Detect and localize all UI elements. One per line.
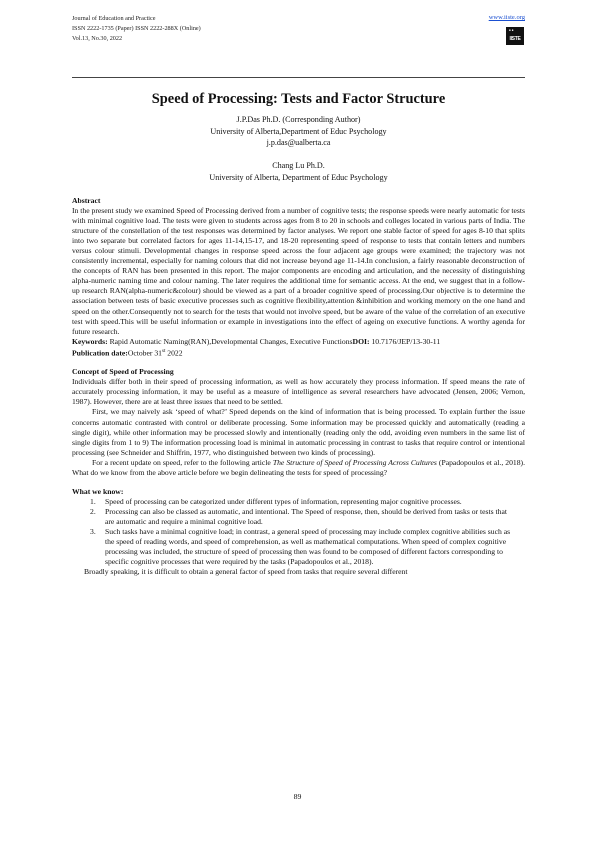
header-divider xyxy=(72,77,525,78)
doi-label: DOI: xyxy=(352,336,370,346)
section-paragraph-2: First, we may naively ask ‘speed of what?’ Speed depends on the kind of information that is being processed. To explain further the issue concerns automatic contrasted with control or deliberate processing. Some information may be processed quickly and automatically (reading a single digit), while other information may be processed slowly and intentionally (reading only the odd, avoiding even numbers in the same list of single digits from 1 to 9) The information processing load is minimal in automatic processing in contrast to tasks that require control or intentional processing (see Schneider and Shiffrin, 1977, who distinguished between two kinds of processing). xyxy=(72,407,525,457)
journal-name: Journal of Education and Practice xyxy=(72,15,156,22)
author-1-name: J.P.Das Ph.D. (Corresponding Author) xyxy=(236,115,361,124)
what-we-know-heading: What we know: xyxy=(72,486,124,496)
journal-issn: ISSN 2222-1735 (Paper) ISSN 2222-288X (Online) xyxy=(72,25,201,32)
what-we-know-list xyxy=(72,497,525,567)
author-1-affiliation: University of Alberta,Department of Educ Psychology xyxy=(210,126,387,136)
publication-year: 2022 xyxy=(165,348,183,358)
iiste-logo-text: IISTE xyxy=(509,36,521,42)
iiste-logo: •• IISTE xyxy=(506,27,524,45)
publication-date: October 31 xyxy=(127,348,162,358)
keywords-line xyxy=(72,337,525,347)
author-block xyxy=(72,114,525,183)
closing-paragraph: Broadly speaking, it is difficult to obtain a general factor of speed from tasks that require several different xyxy=(84,567,408,577)
author-1-email: j.p.das@ualberta.ca xyxy=(266,138,331,147)
section-paragraph-1: Individuals differ both in their speed of processing information, as well as how accurately they process information. If speed means the rate of accurately processing information, it may be useful as a measure of intelligence as several researchers have advocated (Jensen, 2006; Vernon, 1987). However, there are at least three issues that need to be settled. xyxy=(72,377,525,407)
section-paragraph-3: For a recent update on speed, refer to the following article The Structure of Speed of Processing Across Cultures (Papadopoulos et al., 2018). What do we know from the above article before we begin delineating the tests for speed of processing? xyxy=(72,457,526,477)
list-item: 1. Speed of processing can be categorized under different types of information, representing major cognitive processes. xyxy=(90,496,462,506)
abstract-body: In the present study we examined Speed of Processing derived from a number of cognitive tests; the response speeds were nearly automatic for tests with minimal cognitive load. The tests were given to students across ages from 8 to 20 in schools and colleges located in various parts of India. The structure of the constellation of the test responses was determined by factor analyses. We report one stable factor of speed for ages 8-10 that splits into two separate but correlated factors for ages 11-14,15-17, and 18-20 representing speed of response to tests that contain letters and numbers versus colour stimuli. Developmental changes in response speed across the four adjacent age groups were examined; the trajectory was not consistently incremental, especially for naming colours that did not increase beyond age 11-14.In conclusion, a fairly reasonable deconstruction of the concepts of RAN has been presented in this report. The major components are encoding and articulation, and the necessity of distinguishing alpha-numeric naming time and colour naming. The later requires the additional time for semantic access. At the end, we suggest that in a follow-up research RAN(alpha-numeric&colour) should be viewed as a part of a broader cognitive speed of processing.Our objective is to determine the association between tests of basic executive processes such as cognitive flexibility,attention &inhibition and working memory on the one hand and speed on the other.Consequently not to search for the tests that would not involve speed, but be aware of the value of the correlation of an executive test with speed.This will be useful information or example in investigations into the effect of ageing on executive functions. A worthy agenda for future research. xyxy=(72,206,525,336)
cited-article-title: The Structure of Speed of Processing Across Cultures xyxy=(272,457,437,467)
author-2-affiliation: University of Alberta, Department of Educ Psychology xyxy=(209,172,388,182)
list-item: 3. Such tasks have a minimal cognitive load; in contrast, a general speed of processing may include complex cognitive abilities such as the speed of reading words, and speed of comprehension, as well as mathematical computations. When speed of complex cognitive processing was included, the structure of speed of processing then was found to be composed of different factors corresponding to specific cognitive processes that were required by the tasks (Papadopoulos et al., 2018). xyxy=(90,527,511,567)
publication-date-label: Publication date: xyxy=(72,348,128,358)
list-item: 2. Processing can also be classed as automatic, and intentional. The Speed of response, then, should be derived from tasks or tests that are automatic and require a minimal cognitive load. xyxy=(90,506,507,526)
keywords-label: Keywords: xyxy=(72,336,108,346)
journal-website-link[interactable]: www.iiste.org xyxy=(488,14,525,21)
main-content xyxy=(72,196,525,577)
doi-value: 10.7176/JEP/13-30-11 xyxy=(369,336,441,346)
author-2-name: Chang Lu Ph.D. xyxy=(272,161,325,170)
publication-date-line xyxy=(72,347,525,359)
paper-title: Speed of Processing: Tests and Factor Structure xyxy=(151,91,446,107)
abstract-heading: Abstract xyxy=(72,196,101,205)
publication-date-sup: st xyxy=(162,348,166,354)
journal-header xyxy=(72,14,201,44)
section-heading-concept: Concept of Speed of Processing xyxy=(72,367,174,377)
keywords-text: Rapid Automatic Naming(RAN),Developmental Changes, Executive Functions xyxy=(107,336,353,346)
page-number: 89 xyxy=(293,792,302,801)
journal-volume: Vol.13, No.30, 2022 xyxy=(72,35,123,42)
